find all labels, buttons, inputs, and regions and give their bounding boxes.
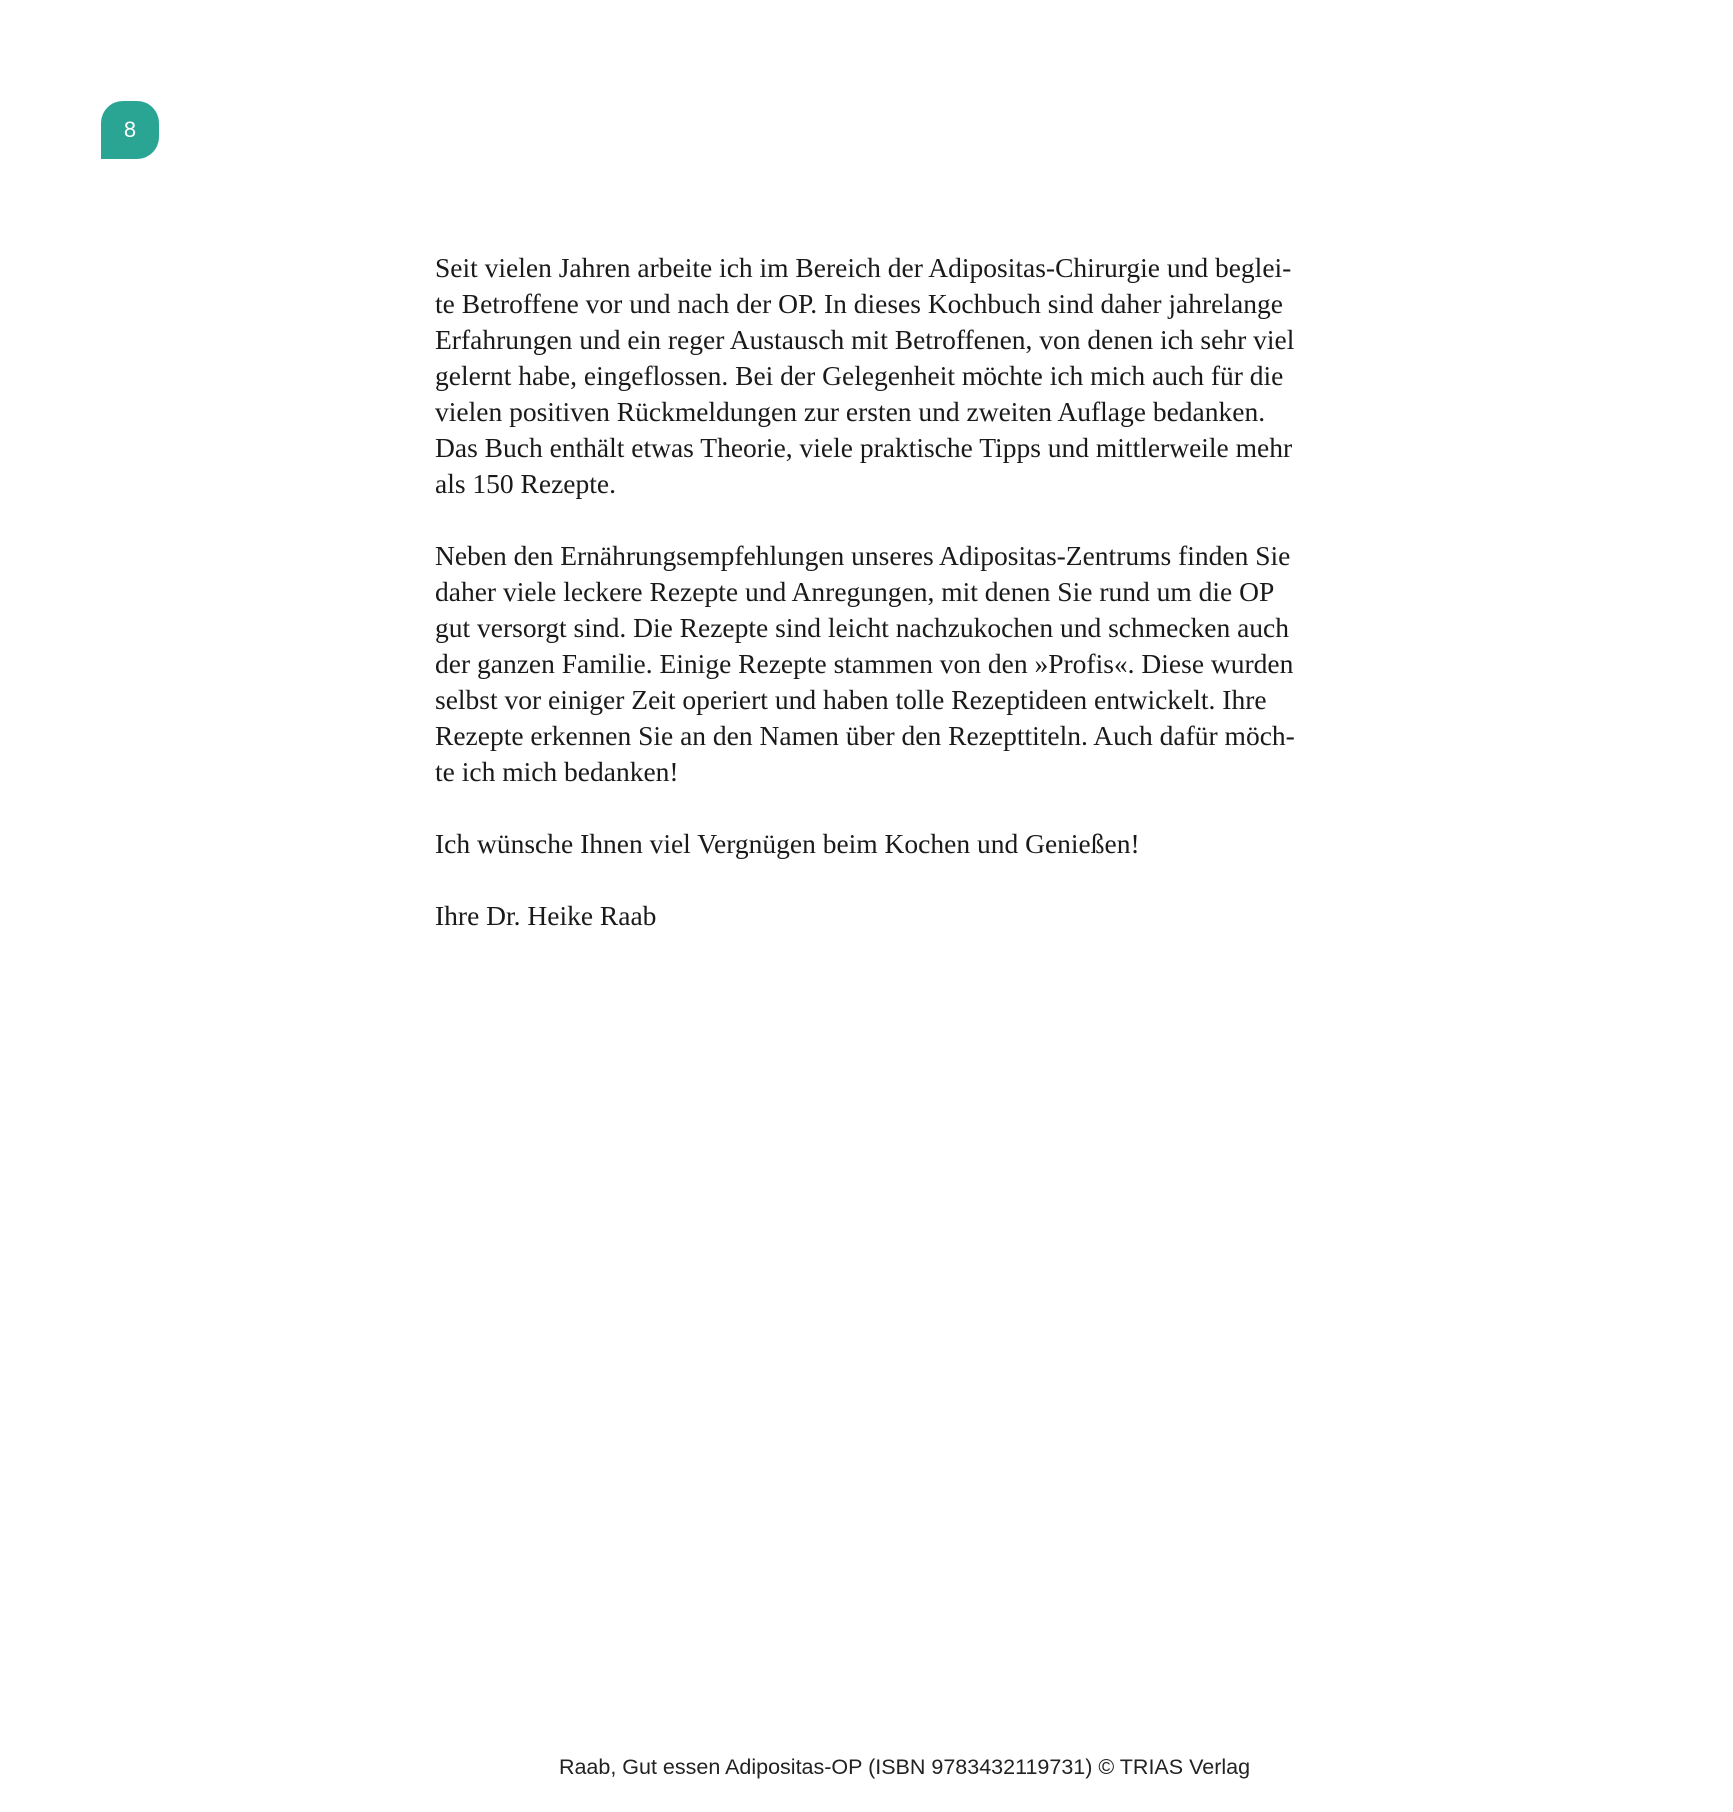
paragraph-intro: Seit vielen Jahren arbeite ich im Bereich der Adipositas-Chirurgie und beglei- te Betroffene vor und nach der OP. In dieses Kochbuch sind daher jahrelange Erfahrungen und ein reger Austausch mit Betroffenen, von denen ich sehr viel gelernt habe, eingeflossen. Bei der Gelegenheit möchte ich mich auch für die vielen positiven Rückmeldungen zur ersten und zweiten Auflage bedanken. Das Buch enthält etwas Theorie, viele praktische Tipps und mittlerweile mehr als 150 Rezepte. [435, 252, 1295, 499]
paragraph-recipes: Neben den Ernährungsempfehlungen unseres Adipositas-Zentrums finden Sie daher viele leckere Rezepte und Anregungen, mit denen Sie rund um die OP gut versorgt sind. Die Rezepte sind leicht nachzukochen und schmecken auch der ganzen Familie. Einige Rezepte stammen von den »Profis«. Diese wurden selbst vor einiger Zeit operiert und haben tolle Rezeptideen entwickelt. Ihre Rezepte erkennen Sie an den Namen über den Rezepttiteln. Auch dafür möch- te ich mich bedanken! [435, 540, 1295, 787]
main-text [435, 250, 1355, 970]
footer-copyright: Raab, Gut essen Adipositas-OP (ISBN 9783432119731) © TRIAS Verlag [558, 1755, 1251, 1779]
page-number-badge: 8 [101, 101, 159, 159]
paragraph-wishes: Ich wünsche Ihnen viel Vergnügen beim Kochen und Genießen! [435, 828, 1140, 859]
signature: Ihre Dr. Heike Raab [435, 900, 657, 931]
